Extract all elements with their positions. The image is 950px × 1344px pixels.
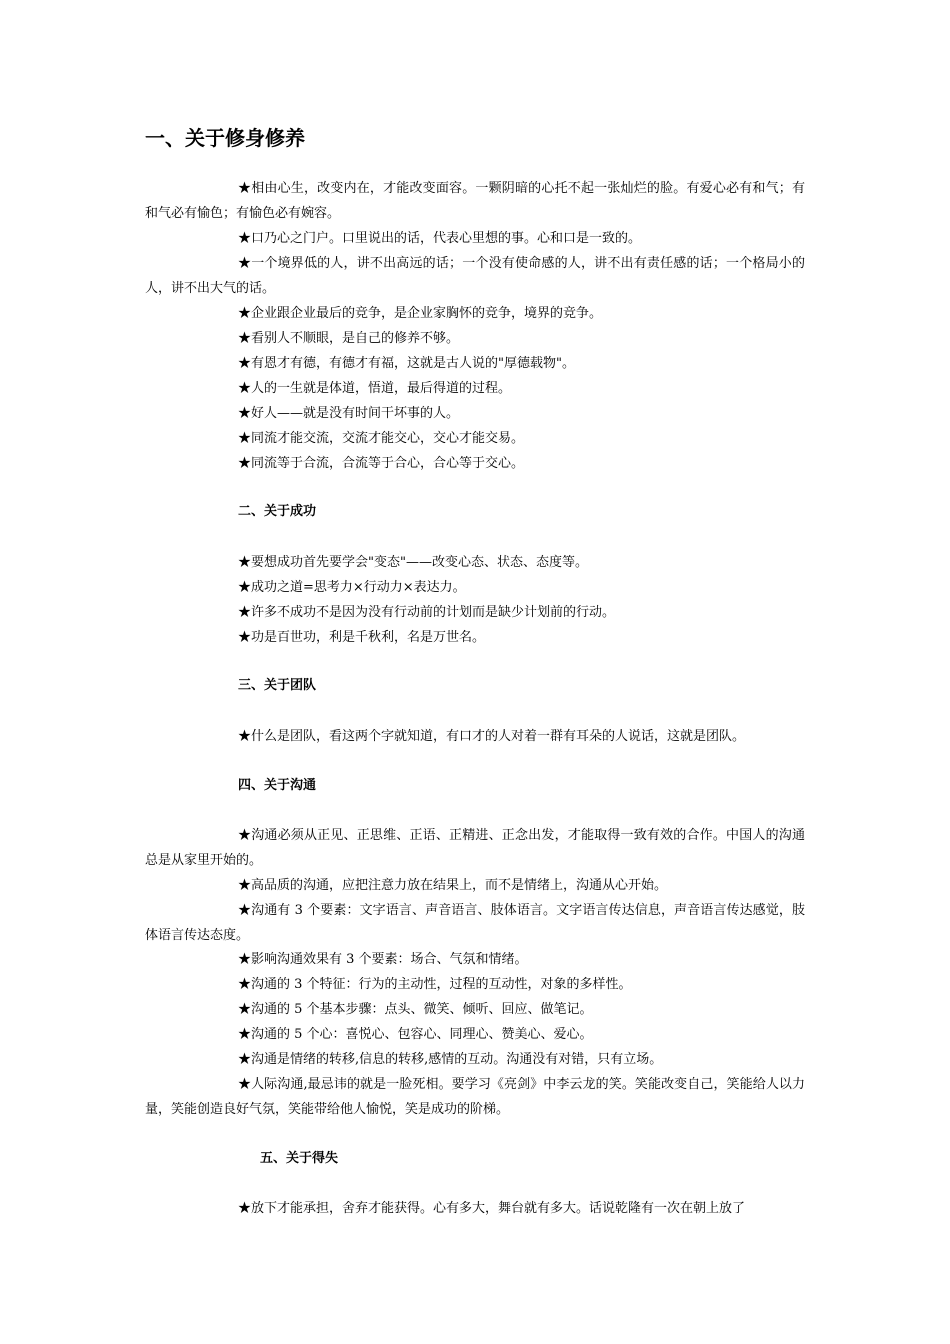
section-1-item-9: ★同流才能交流，交流才能交心，交心才能交易。: [238, 431, 525, 446]
section-2-item-4: ★功是百世功，利是千秋利，名是万世名。: [238, 630, 486, 645]
section-4-item-1: ★沟通必须从正见、正思维、正语、正精进、正念出发，才能取得一致有效的合作。中国人的沟通总是从家里开始的。: [145, 828, 805, 868]
section-1-item-6: ★有恩才有德，有德才有福，这就是古人说的"厚德载物"。: [238, 356, 575, 371]
section-1-title: 一、关于修身修养: [145, 126, 305, 150]
section-4-item-3: ★沟通有 3 个要素：文字语言、声音语言、肢体语言。文字语言传达信息，声音语言传达感觉，肢体语言传达态度。: [145, 903, 805, 943]
section-4-item-2: ★高品质的沟通，应把注意力放在结果上，而不是情绪上，沟通从心开始。: [238, 878, 668, 893]
section-2-title: 二、关于成功: [238, 504, 317, 519]
section-2-item-1: ★要想成功首先要学会"变态"——改变心态、状态、态度等。: [238, 555, 588, 570]
section-1-item-1: ★相由心生，改变内在，才能改变面容。一颗阴暗的心托不起一张灿烂的脸。有爱心必有和气；有和气必有愉色；有愉色必有婉容。: [145, 181, 805, 221]
section-1-item-2: ★口乃心之门户。口里说出的话，代表心里想的事。心和口是一致的。: [238, 231, 642, 246]
section-2-item-3: ★许多不成功不是因为没有行动前的计划而是缺少计划前的行动。: [238, 605, 616, 620]
section-1-item-10: ★同流等于合流，合流等于合心，合心等于交心。: [238, 456, 525, 471]
section-1-item-8: ★好人——就是没有时间干坏事的人。: [238, 406, 460, 421]
section-4-item-7: ★沟通的 5 个心：喜悦心、包容心、同理心、赞美心、爱心。: [238, 1027, 593, 1042]
section-4-item-4: ★影响沟通效果有 3 个要素：场合、气氛和情绪。: [238, 952, 528, 967]
section-4-title: 四、关于沟通: [238, 778, 317, 793]
section-2-item-2: ★成功之道=思考力×行动力×表达力。: [238, 580, 466, 595]
section-3-title: 三、关于团队: [238, 678, 317, 693]
section-4-item-5: ★沟通的 3 个特征：行为的主动性，过程的互动性，对象的多样性。: [238, 977, 632, 992]
section-5-item-1: ★放下才能承担，舍弃才能获得。心有多大，舞台就有多大。话说乾隆有一次在朝上放了: [238, 1201, 746, 1216]
section-4-item-9: ★人际沟通,最忌讳的就是一脸死相。要学习《亮剑》中李云龙的笑。笑能改变自己，笑能给人以力量，笑能创造良好气氛，笑能带给他人愉悦，笑是成功的阶梯。: [145, 1077, 805, 1117]
section-4-item-6: ★沟通的 5 个基本步骤：点头、微笑、倾听、回应、做笔记。: [238, 1002, 593, 1017]
section-3-item-1: ★什么是团队，看这两个字就知道，有口才的人对着一群有耳朵的人说话，这就是团队。: [238, 729, 746, 744]
section-1-item-7: ★人的一生就是体道，悟道，最后得道的过程。: [238, 381, 512, 396]
section-1-item-5: ★看别人不顺眼，是自己的修养不够。: [238, 331, 460, 346]
section-1-item-3: ★一个境界低的人，讲不出高远的话；一个没有使命感的人，讲不出有责任感的话；一个格局小的人，讲不出大气的话。: [145, 256, 805, 296]
section-5-title: 五、关于得失: [260, 1151, 339, 1166]
section-1-item-4: ★企业跟企业最后的竞争，是企业家胸怀的竞争，境界的竞争。: [238, 306, 603, 321]
section-4-item-8: ★沟通是情绪的转移,信息的转移,感情的互动。沟通没有对错，只有立场。: [238, 1052, 663, 1067]
